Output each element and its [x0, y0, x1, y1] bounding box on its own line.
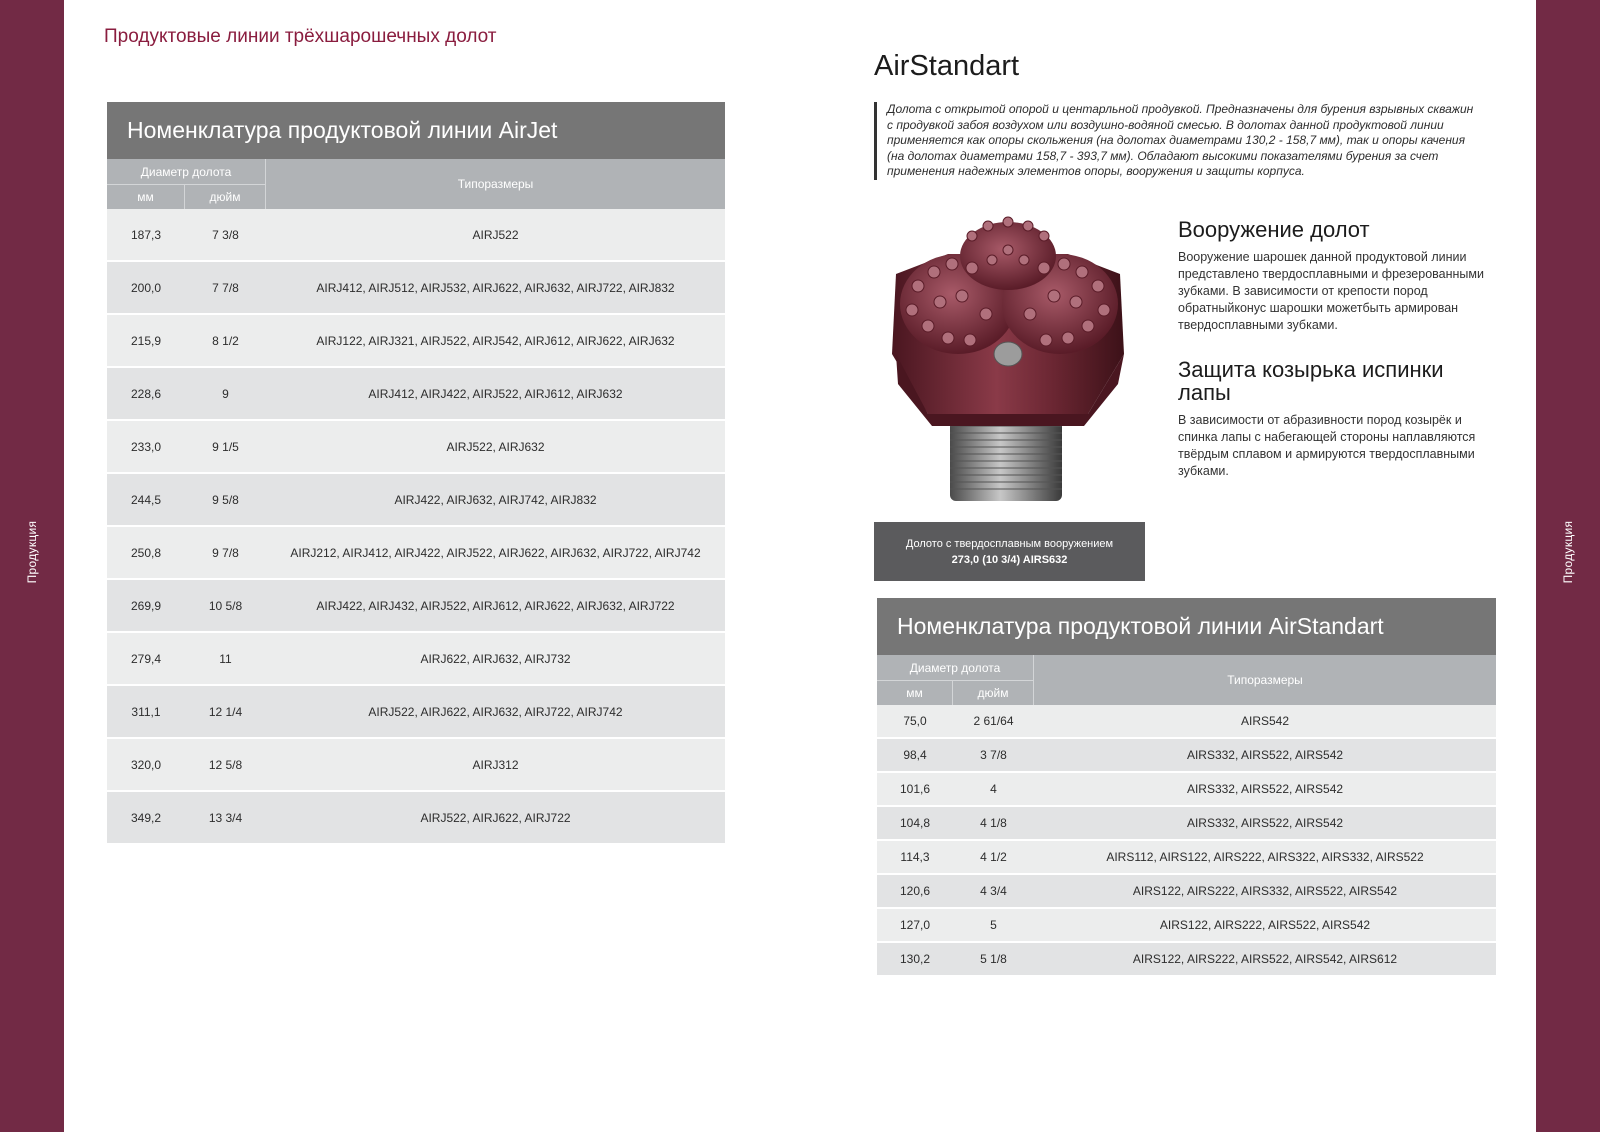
- airjet-table-body: [107, 209, 725, 845]
- header-diameter: Диаметр долота: [107, 159, 266, 185]
- side-label-right: Продукция: [1561, 520, 1575, 584]
- cell-mm: 98,4: [903, 748, 927, 762]
- cell-inch: 4 3/4: [980, 884, 1007, 898]
- table-row: [107, 633, 725, 686]
- cell-types: AIRJ212, AIRJ412, AIRJ422, AIRJ522, AIRJ622, AIRJ632, AIRJ722, AIRJ742: [290, 545, 701, 560]
- airstandart-table-title: Номенклатура продуктовой линии AirStandart: [877, 598, 1496, 655]
- drill-bit-image: [888, 214, 1128, 514]
- cell-mm: 269,9: [130, 598, 162, 613]
- cell-mm: 244,5: [130, 492, 162, 507]
- airstandart-table-header: [877, 655, 1496, 705]
- cell-mm: 104,8: [899, 816, 931, 830]
- cell-inch: 7 3/8: [212, 227, 239, 242]
- cell-mm: 130,2: [899, 952, 931, 966]
- airstandart-title: AirStandart: [874, 50, 1020, 82]
- cell-types: AIRJ622, AIRJ632, AIRJ732: [420, 651, 571, 666]
- cell-mm: 120,6: [899, 884, 931, 898]
- cell-types: AIRJ522, AIRJ632: [446, 439, 545, 454]
- cell-mm: 320,0: [130, 757, 162, 772]
- cell-inch: 11: [219, 651, 232, 666]
- table-row: [877, 909, 1496, 943]
- side-label-left: Продукция: [25, 520, 39, 584]
- header-types: Типоразмеры: [1227, 673, 1303, 687]
- cell-mm: 127,0: [899, 918, 931, 932]
- cell-types: AIRJ412, AIRJ422, AIRJ522, AIRJ612, AIRJ632: [368, 386, 623, 401]
- cell-mm: 114,3: [900, 850, 930, 864]
- cell-mm: 279,4: [130, 651, 162, 666]
- cell-types: AIRS122, AIRS222, AIRS522, AIRS542: [1159, 918, 1371, 932]
- armament-section: [1178, 218, 1488, 334]
- right-side-band: [1536, 0, 1600, 1132]
- cell-mm: 75,0: [903, 714, 927, 728]
- header-mm: мм: [107, 185, 185, 209]
- cell-mm: 250,8: [130, 545, 162, 560]
- cell-types: AIRS332, AIRS522, AIRS542: [1186, 816, 1344, 830]
- cell-mm: 233,0: [130, 439, 162, 454]
- cell-mm: 187,3: [130, 227, 162, 242]
- table-row: [107, 421, 725, 474]
- cell-mm: 228,6: [130, 386, 162, 401]
- table-row: [877, 807, 1496, 841]
- cell-types: AIRJ522, AIRJ622, AIRJ632, AIRJ722, AIRJ742: [368, 704, 623, 719]
- cell-inch: 9 7/8: [212, 545, 239, 560]
- table-row: [877, 739, 1496, 773]
- table-row: [877, 943, 1496, 977]
- table-row: [107, 315, 725, 368]
- left-side-band: [0, 0, 64, 1132]
- header-diameter: Диаметр долота: [877, 655, 1034, 681]
- cell-inch: 9 1/5: [212, 439, 239, 454]
- cell-types: AIRS332, AIRS522, AIRS542: [1186, 782, 1344, 796]
- image-caption: [874, 522, 1145, 581]
- caption-line-2: 273,0 (10 3/4) AIRS632: [951, 553, 1068, 566]
- protection-section: [1178, 358, 1488, 480]
- cell-mm: 200,0: [130, 280, 162, 295]
- airstandart-table: [877, 598, 1496, 977]
- table-row: [107, 739, 725, 792]
- cell-inch: 3 7/8: [980, 748, 1007, 762]
- cell-inch: 4 1/2: [980, 850, 1007, 864]
- cell-inch: 12 5/8: [208, 757, 243, 772]
- table-row: [877, 705, 1496, 739]
- cell-types: AIRS332, AIRS522, AIRS542: [1186, 748, 1344, 762]
- protection-text: В зависимости от абразивности пород козырёк и спинка лапы с набегающей стороны наплавляются твёрдым сплавом и армируются твердосплавными зубками.: [1178, 413, 1476, 478]
- cell-mm: 101,6: [899, 782, 931, 796]
- table-row: [107, 474, 725, 527]
- cell-types: AIRJ422, AIRJ432, AIRJ522, AIRJ612, AIRJ622, AIRJ632, AIRJ722: [316, 598, 675, 613]
- table-row: [107, 209, 725, 262]
- table-row: [877, 773, 1496, 807]
- page-heading: Продуктовые линии трёхшарошечных долот: [104, 26, 497, 47]
- airjet-table: [107, 102, 725, 845]
- cell-types: AIRS122, AIRS222, AIRS522, AIRS542, AIRS612: [1132, 952, 1398, 966]
- cell-inch: 13 3/4: [208, 810, 243, 825]
- cell-inch: 5 1/8: [980, 952, 1007, 966]
- header-inch: дюйм: [185, 185, 266, 209]
- table-row: [107, 580, 725, 633]
- cell-types: AIRJ422, AIRJ632, AIRJ742, AIRJ832: [394, 492, 597, 507]
- cell-inch: 9: [222, 386, 229, 401]
- cell-inch: 4 1/8: [980, 816, 1007, 830]
- cell-inch: 12 1/4: [208, 704, 243, 719]
- airstandart-table-body: [877, 705, 1496, 977]
- armament-heading: Вооружение долот: [1178, 217, 1370, 242]
- table-row: [877, 875, 1496, 909]
- protection-heading: Защита козырька испинки лапы: [1178, 357, 1444, 405]
- table-row: [107, 792, 725, 845]
- header-mm: мм: [877, 681, 953, 705]
- header-inch: дюйм: [953, 681, 1034, 705]
- cell-types: AIRS112, AIRS122, AIRS222, AIRS322, AIRS332, AIRS522: [1106, 850, 1424, 864]
- cell-inch: 10 5/8: [208, 598, 243, 613]
- cell-mm: 311,1: [131, 704, 161, 719]
- cell-inch: 7 7/8: [212, 280, 239, 295]
- cell-inch: 8 1/2: [212, 333, 239, 348]
- table-row: [107, 527, 725, 580]
- airjet-table-header: [107, 159, 725, 209]
- cell-types: AIRJ522, AIRJ622, AIRJ722: [420, 810, 571, 825]
- cell-inch: 5: [990, 918, 997, 932]
- airstandart-intro: Долота с открытой опорой и центарльной продувкой. Предназначены для бурения взрывных скважин с продувкой забоя воздухом или воздушно-водяной смесью. В долотах данной продуктовой линии применяется как опоры скольжения (на долотах диаметрами 130,2 - 158,7 мм), так и опоры качения (на долотах диаметрами 158,7 - 393,7 мм). Обладают высокими показателями бурения за счет применения надежных элементов опоры, вооружения и защиты корпуса.: [874, 102, 1474, 180]
- cell-types: AIRJ312: [472, 757, 519, 772]
- cell-types: AIRS122, AIRS222, AIRS332, AIRS522, AIRS542: [1132, 884, 1398, 898]
- cell-inch: 4: [990, 782, 997, 796]
- header-types: Типоразмеры: [457, 177, 534, 191]
- armament-text: Вооружение шарошек данной продуктовой линии представлено твердосплавными и фрезерованными зубками. В зависимости от крепости пород обратныйконус шарошки можетбыть армирован твердосплавными зубками.: [1178, 250, 1484, 332]
- table-row: [107, 262, 725, 315]
- cell-types: AIRJ522: [472, 227, 519, 242]
- cell-inch: 2 61/64: [973, 714, 1014, 728]
- cell-types: AIRS542: [1240, 714, 1290, 728]
- cell-inch: 9 5/8: [212, 492, 239, 507]
- airjet-table-title: Номенклатура продуктовой линии AirJet: [107, 102, 725, 159]
- cell-mm: 349,2: [130, 810, 162, 825]
- cell-types: AIRJ412, AIRJ512, AIRJ532, AIRJ622, AIRJ632, AIRJ722, AIRJ832: [316, 280, 675, 295]
- table-row: [877, 841, 1496, 875]
- table-row: [107, 368, 725, 421]
- cell-mm: 215,9: [130, 333, 162, 348]
- caption-line-1: Долото с твердосплавным вооружением: [905, 537, 1114, 550]
- cell-types: AIRJ122, AIRJ321, AIRJ522, AIRJ542, AIRJ612, AIRJ622, AIRJ632: [316, 333, 675, 348]
- table-row: [107, 686, 725, 739]
